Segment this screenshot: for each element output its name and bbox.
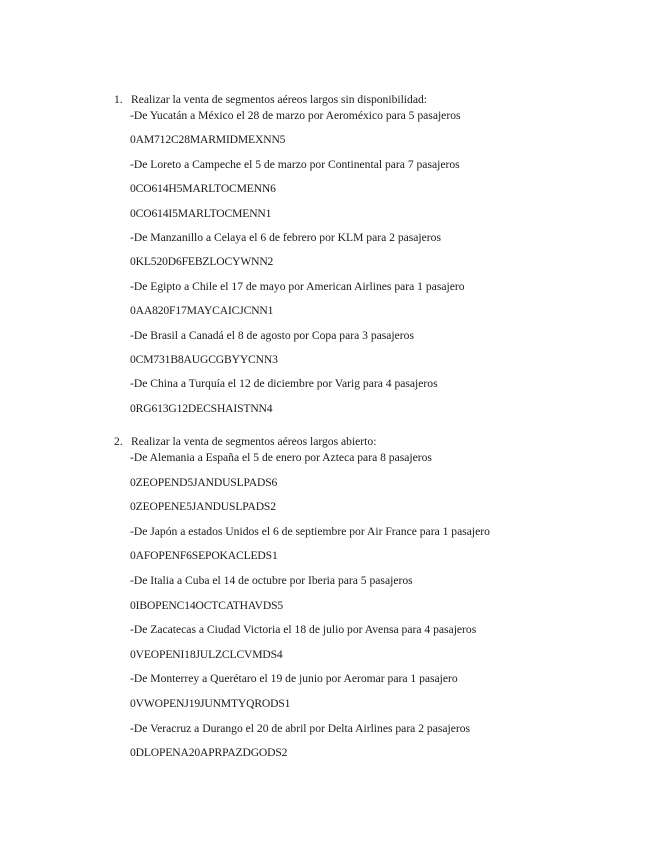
exercise-lines <box>0 450 655 770</box>
route-description: -De Manzanillo a Celaya el 6 de febrero por KLM para 2 pasajeros <box>130 230 441 244</box>
booking-command: 0RG613G12DECSHAISTNN4 <box>130 401 273 415</box>
route-description: -De Japón a estados Unidos el 6 de septiembre por Air France para 1 pasajero <box>130 524 490 538</box>
exercise-number: 1. <box>114 93 123 106</box>
booking-command: 0DLOPENA20APRPAZDGODS2 <box>130 746 288 760</box>
route-description: -De Egipto a Chile el 17 de mayo por American Airlines para 1 pasajero <box>130 279 465 293</box>
exercise-heading <box>0 92 655 108</box>
exercise-number: 2. <box>114 435 123 448</box>
booking-command: 0ZEOPENE5JANDUSLPADS2 <box>130 500 276 514</box>
booking-command: 0KL520D6FEBZLOCYWNN2 <box>130 255 274 269</box>
booking-command: 0CO614H5MARLTOCMENN6 <box>130 182 276 196</box>
route-description: -De Veracruz a Durango el 20 de abril por Delta Airlines para 2 pasajeros <box>130 721 471 735</box>
booking-command: 0AA820F17MAYCAICJCNN1 <box>130 304 274 318</box>
route-description: -De Brasil a Canadá el 8 de agosto por Copa para 3 pasajeros <box>130 328 414 342</box>
exercise-section-1 <box>0 92 655 425</box>
booking-command: 0AM712C28MARMIDMEXNN5 <box>130 133 286 147</box>
route-description: -De China a Turquía el 12 de diciembre por Varig para 4 pasajeros <box>130 377 438 391</box>
exercise-heading <box>0 434 655 450</box>
booking-command: 0AFOPENF6SEPOKACLEDS1 <box>130 549 278 563</box>
exercise-lines <box>0 108 655 425</box>
exercise-title: Realizar la venta de segmentos aéreos largos abierto: <box>131 435 377 448</box>
exercise-title: Realizar la venta de segmentos aéreos largos sin disponibilidad: <box>131 93 427 106</box>
booking-command: 0CO614I5MARLTOCMENN1 <box>130 206 272 220</box>
booking-command: 0IBOPENC14OCTCATHAVDS5 <box>130 598 284 612</box>
exercise-section-2 <box>0 434 655 770</box>
booking-command: 0VEOPENI18JULZCLCVMDS4 <box>130 647 283 661</box>
route-description: -De Alemania a España el 5 de enero por Azteca para 8 pasajeros <box>130 451 432 464</box>
route-description: -De Loreto a Campeche el 5 de marzo por Continental para 7 pasajeros <box>130 157 460 171</box>
route-description: -De Monterrey a Querétaro el 19 de junio por Aeromar para 1 pasajero <box>130 672 458 686</box>
route-description: -De Zacatecas a Ciudad Victoria el 18 de julio por Avensa para 4 pasajeros <box>130 623 477 637</box>
booking-command: 0CM731B8AUGCGBYYCNN3 <box>130 352 278 366</box>
route-description: -De Yucatán a México el 28 de marzo por Aeroméxico para 5 pasajeros <box>130 109 461 122</box>
booking-command: 0VWOPENJ19JUNMTYQRODS1 <box>130 696 291 710</box>
booking-command: 0ZEOPEND5JANDUSLPADS6 <box>130 475 278 489</box>
route-description: -De Italia a Cuba el 14 de octubre por Iberia para 5 pasajeros <box>130 573 413 587</box>
